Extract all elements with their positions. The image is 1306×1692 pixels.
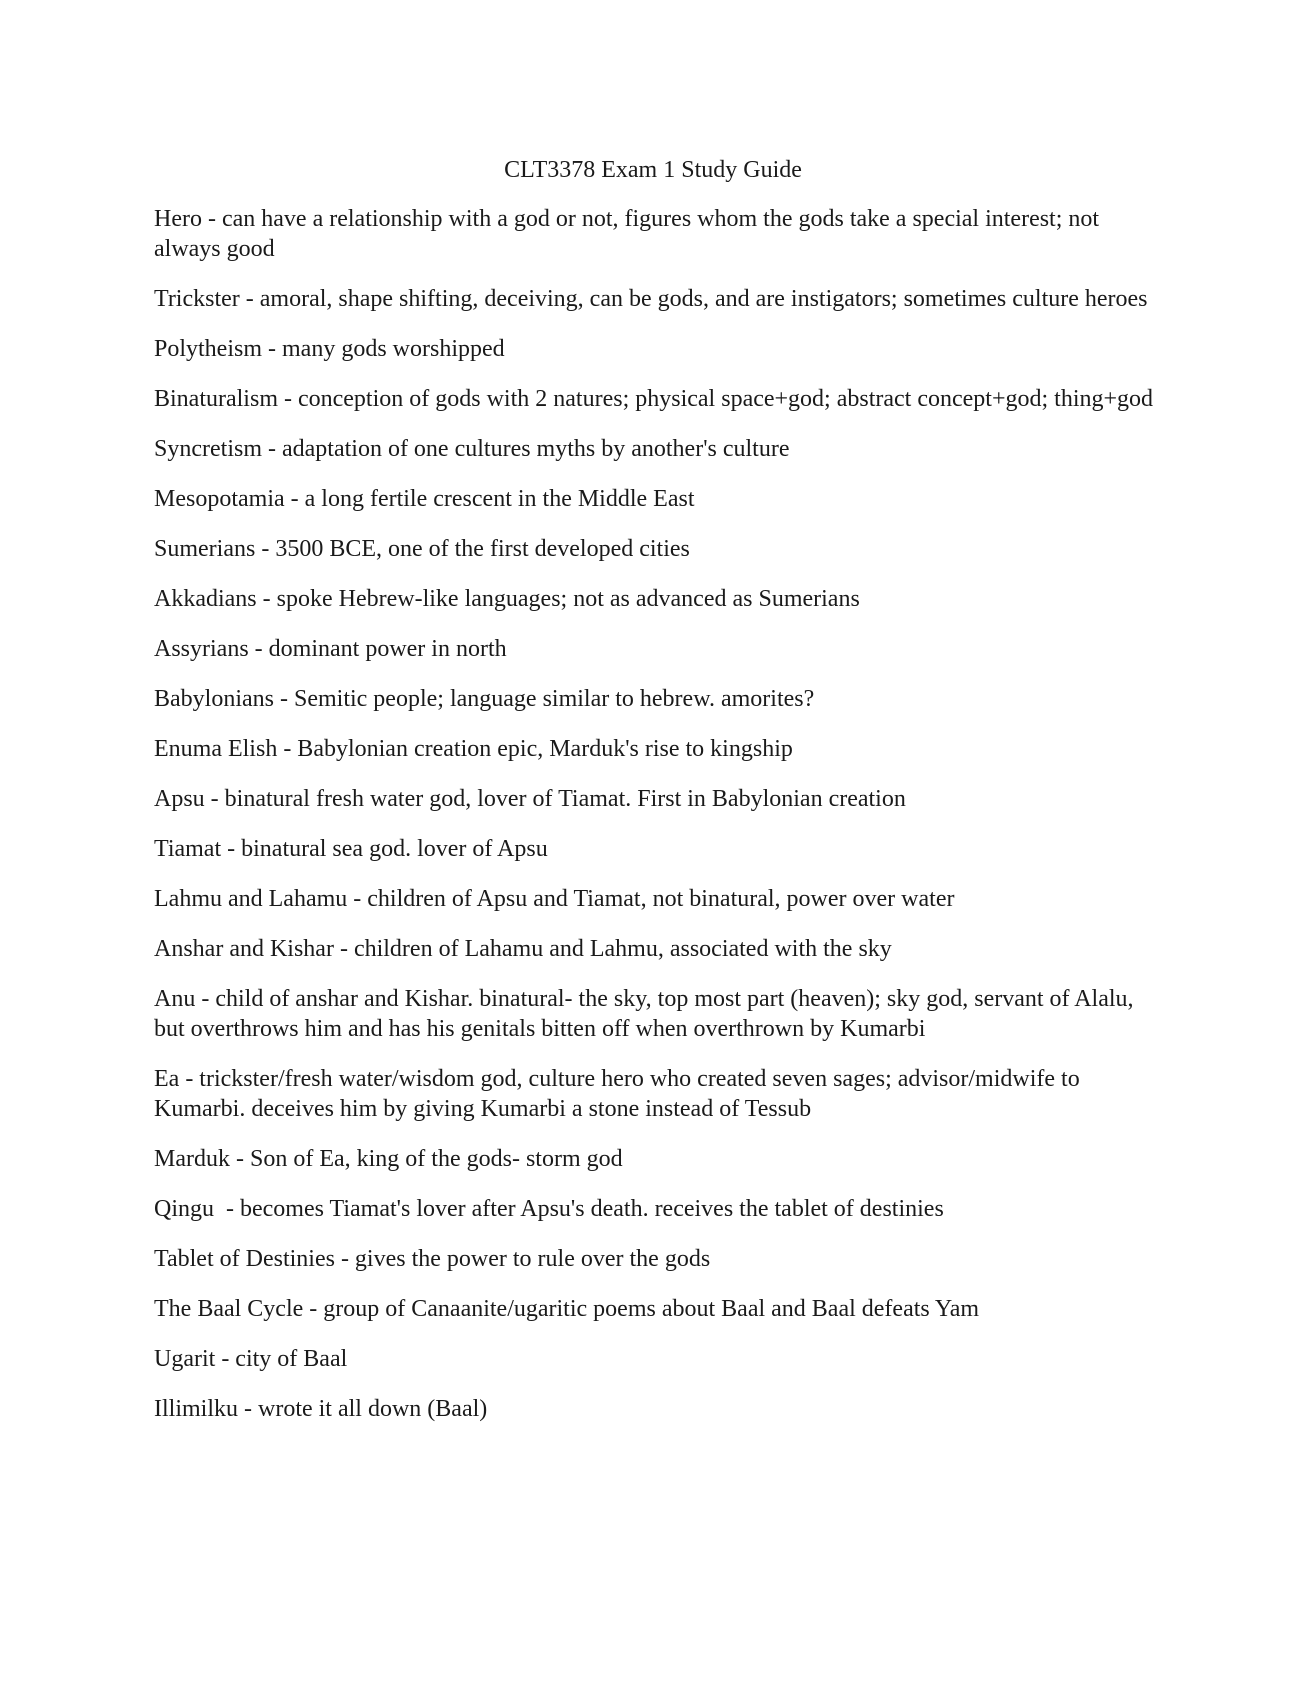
- entry-text: Ea - trickster/fresh water/wisdom god, culture hero who created seven sages; advisor/midwife to Kumarbi. deceives him by giving Kumarbi a stone instead of Tessub: [154, 1066, 1086, 1122]
- entry-text: The Baal Cycle - group of Canaanite/ugaritic poems about Baal and Baal defeats Yam: [154, 1296, 980, 1322]
- glossary-entry: [154, 1294, 1154, 1324]
- glossary-entry: [154, 634, 1154, 664]
- glossary-entry: [154, 334, 1154, 364]
- glossary-entry: [154, 884, 1154, 914]
- entry-text: Mesopotamia - a long fertile crescent in the Middle East: [154, 486, 695, 512]
- entry-text: Akkadians - spoke Hebrew-like languages; not as advanced as Sumerians: [154, 586, 860, 612]
- entry-text: Sumerians - 3500 BCE, one of the first developed cities: [154, 536, 690, 562]
- entry-text: Qingu - becomes Tiamat's lover after Apsu's death. receives the tablet of destinies: [154, 1196, 944, 1222]
- glossary-entry: [154, 1344, 1154, 1374]
- entry-text: Enuma Elish - Babylonian creation epic, Marduk's rise to kingship: [154, 736, 793, 762]
- glossary-entry: [154, 1064, 1154, 1124]
- entry-text: Marduk - Son of Ea, king of the gods- storm god: [154, 1146, 623, 1172]
- entry-text: Apsu - binatural fresh water god, lover of Tiamat. First in Babylonian creation: [154, 786, 906, 812]
- entry-text: Assyrians - dominant power in north: [154, 636, 507, 662]
- glossary-entry: [154, 584, 1154, 614]
- glossary-entry: [154, 534, 1154, 564]
- entry-text: Babylonians - Semitic people; language similar to hebrew. amorites?: [154, 686, 815, 712]
- glossary-entry: [154, 484, 1154, 514]
- entry-text: Tablet of Destinies - gives the power to rule over the gods: [154, 1246, 711, 1272]
- glossary-entry: [154, 1244, 1154, 1274]
- glossary-entry: [154, 204, 1154, 264]
- glossary-entry: [154, 434, 1154, 464]
- glossary-entry: [154, 1394, 1154, 1424]
- entry-text: Illimilku - wrote it all down (Baal): [154, 1396, 488, 1422]
- glossary-entry: [154, 934, 1154, 964]
- entry-text: Binaturalism - conception of gods with 2 natures; physical space+god; abstract concept+god; thing+god: [154, 386, 1154, 412]
- glossary-list: [154, 204, 1154, 1444]
- entry-text: Anshar and Kishar - children of Lahamu and Lahmu, associated with the sky: [154, 936, 892, 962]
- glossary-entry: [154, 1144, 1154, 1174]
- entry-text: Polytheism - many gods worshipped: [154, 336, 505, 362]
- glossary-entry: [154, 734, 1154, 764]
- glossary-entry: [154, 684, 1154, 714]
- entry-text: Anu - child of anshar and Kishar. binatural- the sky, top most part (heaven); sky god, servant of Alalu, but overthrows him and has his genitals bitten off when overthrown by Kumarbi: [154, 986, 1140, 1042]
- entry-text: Trickster - amoral, shape shifting, deceiving, can be gods, and are instigators; sometimes culture heroes: [154, 286, 1148, 312]
- glossary-entry: [154, 1194, 1154, 1224]
- glossary-entry: [154, 384, 1154, 414]
- glossary-entry: [154, 784, 1154, 814]
- entry-text: Tiamat - binatural sea god. lover of Apsu: [154, 836, 548, 862]
- entry-text: Hero - can have a relationship with a god or not, figures whom the gods take a special interest; not always good: [154, 206, 1106, 262]
- glossary-entry: [154, 984, 1154, 1044]
- glossary-entry: [154, 284, 1154, 314]
- page-title: CLT3378 Exam 1 Study Guide: [504, 157, 802, 183]
- entry-text: Syncretism - adaptation of one cultures myths by another's culture: [154, 436, 790, 462]
- entry-text: Lahmu and Lahamu - children of Apsu and Tiamat, not binatural, power over water: [154, 886, 955, 912]
- entry-text: Ugarit - city of Baal: [154, 1346, 348, 1372]
- glossary-entry: [154, 834, 1154, 864]
